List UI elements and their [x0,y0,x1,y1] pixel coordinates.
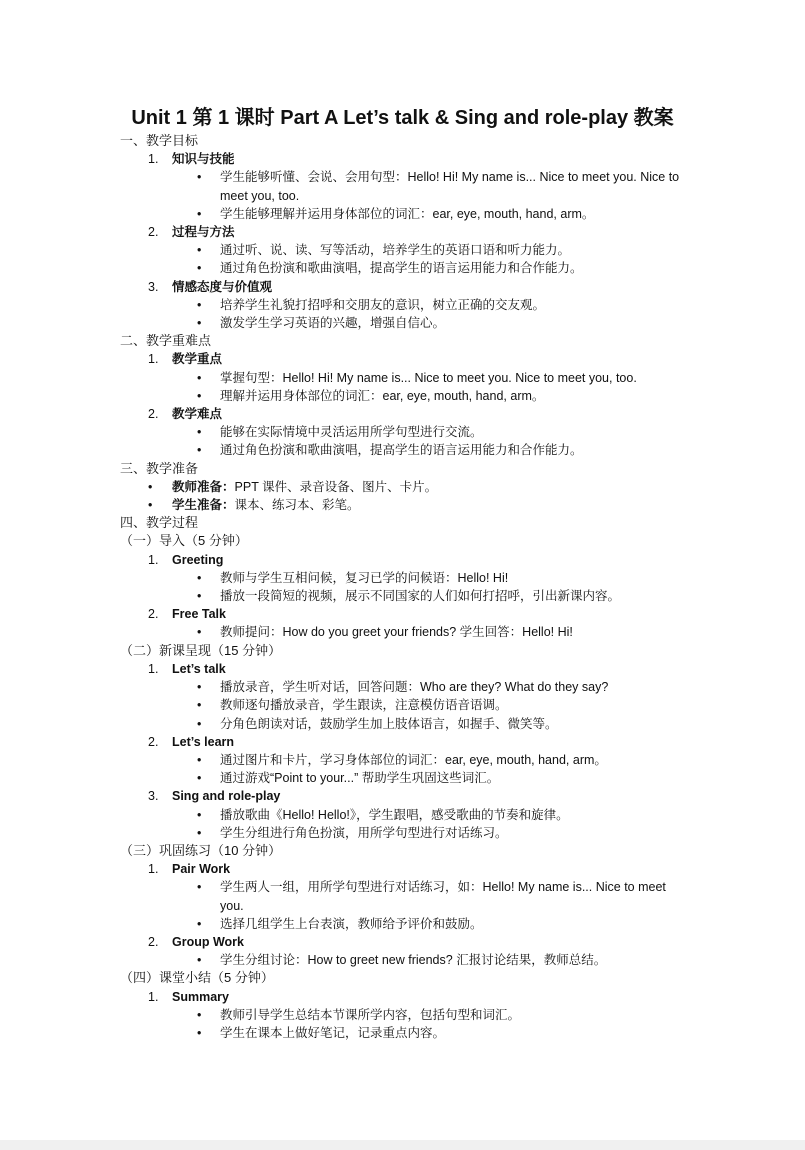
bullet-icon: • [197,880,202,895]
page-gap [0,1140,805,1150]
bullet-icon: • [197,443,202,458]
list-item: • 分角色朗读对话，鼓励学生加上肢体语言，如握手、微笑等。 [120,715,720,733]
list-item: • 学生在课本上做好笔记，记录重点内容。 [120,1024,720,1042]
bullet-icon: • [197,752,202,767]
list-item: • 通过游戏“Point to your...” 帮助学生巩固这些词汇。 [120,769,720,787]
list-item: • 通过角色扮演和歌曲演唱，提高学生的语言运用能力和合作能力。 [120,441,720,459]
list-item: • 学生分组进行角色扮演，用所学句型进行对话练习。 [120,824,720,842]
list-item: • 学生能够听懂、会说、会用句型：Hello! Hi! My name is... Nice to meet you. Nice to meet you, too. [120,168,720,204]
subsection-label: Let’s learn [172,734,235,749]
list-item: • 播放歌曲《Hello! Hello!》，学生跟唱，感受歌曲的节奏和旋律。 [120,806,720,824]
subsection-heading [120,787,720,805]
list-item: • 掌握句型：Hello! Hi! My name is... Nice to meet you. Nice to meet you, too. [120,369,720,387]
list-number: 2. [148,734,159,749]
document-title: Unit 1 第 1 课时 Part A Let’s talk & Sing and role-play 教案 [131,107,674,129]
list-number: 1. [148,862,159,877]
subsection-label: 教学重点 [172,352,223,367]
phase-heading: （一）导入（5 分钟） [120,533,248,549]
phase-heading: （二）新课呈现（15 分钟） [120,642,282,658]
bullet-icon: • [197,680,202,695]
subsection-label: Summary [172,989,229,1004]
bullet-icon: • [197,570,202,585]
subsection-heading [120,660,720,678]
section-heading: 二、教学重难点 [120,333,212,349]
bullet-icon: • [197,716,202,731]
subsection-label: Pair Work [172,862,231,877]
subsection-label: Greeting [172,552,224,567]
section-heading: 三、教学准备 [120,460,199,476]
list-number: 1. [148,552,159,567]
subsection-label: 情感态度与价值观 [172,279,273,294]
bullet-icon: • [197,953,202,968]
bullet-icon: • [148,498,153,513]
list-item: • 播放录音，学生听对话，回答问题：Who are they? What do they say? [120,678,720,696]
subsection-heading [120,551,720,569]
phase-heading: （三）巩固练习（10 分钟） [120,842,282,858]
subsection-heading [120,605,720,623]
list-number: 1. [148,352,159,367]
list-item: • 学生两人一组，用所学句型进行对话练习，如：Hello! My name is... Nice to meet you. [120,878,720,914]
list-item: • 通过听、说、读、写等活动，培养学生的英语口语和听力能力。 [120,241,720,259]
list-number: 1. [148,152,159,167]
list-number: 2. [148,607,159,622]
list-item: • 激发学生学习英语的兴趣，增强自信心。 [120,314,720,332]
subsection-heading [120,278,720,296]
list-number: 2. [148,407,159,422]
subsection-label: 教学难点 [172,407,223,422]
bullet-icon: • [197,261,202,276]
list-number: 3. [148,279,159,294]
bullet-icon: • [197,388,202,403]
item-label: 教师准备： [172,479,235,494]
subsection-heading [120,988,720,1006]
list-item: • 学生能够理解并运用身体部位的词汇：ear, eye, mouth, hand, arm。 [120,205,720,223]
subsection-label: Sing and role-play [172,789,281,804]
subsection-heading [120,733,720,751]
phase-heading: （四）课堂小结（5 分钟） [120,970,274,986]
section-heading: 四、教学过程 [120,515,199,531]
subsection-label: Group Work [172,934,244,949]
list-number: 1. [148,661,159,676]
subsection-heading [120,860,720,878]
list-number: 3. [148,789,159,804]
bullet-icon: • [197,243,202,258]
list-item: • 教师提问：How do you greet your friends? 学生回答：Hello! Hi! [120,623,720,641]
subsection-heading [120,223,720,241]
bullet-icon: • [197,1025,202,1040]
subsection-label: 过程与方法 [172,225,235,240]
bullet-icon: • [197,916,202,931]
bullet-icon: • [197,425,202,440]
subsection-heading [120,405,720,423]
list-item: • 教师引导学生总结本节课所学内容，包括句型和词汇。 [120,1006,720,1024]
list-item: • 播放一段简短的视频，展示不同国家的人们如何打招呼，引出新课内容。 [120,587,720,605]
list-item: • 理解并运用身体部位的词汇：ear, eye, mouth, hand, arm。 [120,387,720,405]
list-number: 1. [148,989,159,1004]
subsection-label: Free Talk [172,607,226,622]
list-item: • 教师逐句播放录音，学生跟读，注意模仿语音语调。 [120,696,720,714]
item-label: 学生准备： [172,498,235,513]
bullet-icon: • [148,479,153,494]
bullet-icon: • [197,206,202,221]
list-item: • 通过角色扮演和歌曲演唱，提高学生的语言运用能力和合作能力。 [120,259,720,277]
list-item: • 选择几组学生上台表演，教师给予评价和鼓励。 [120,915,720,933]
bullet-icon: • [197,297,202,312]
bullet-icon: • [197,807,202,822]
bullet-icon: • [197,625,202,640]
subsection-label: Let’s talk [172,661,226,676]
list-item: • 教师准备：PPT 课件、录音设备、图片、卡片。 [120,478,720,496]
list-item: • 教师与学生互相问候，复习已学的问候语：Hello! Hi! [120,569,720,587]
section-heading: 一、教学目标 [120,133,199,148]
list-item: • 学生分组讨论：How to greet new friends? 汇报讨论结果，教师总结。 [120,951,720,969]
bullet-icon: • [197,698,202,713]
subsection-label: 知识与技能 [172,152,235,167]
list-item: • 培养学生礼貌打招呼和交朋友的意识，树立正确的交友观。 [120,296,720,314]
bullet-icon: • [197,1007,202,1022]
list-item: • 能够在实际情境中灵活运用所学句型进行交流。 [120,423,720,441]
subsection-heading [120,350,720,368]
bullet-icon: • [197,771,202,786]
list-number: 2. [148,934,159,949]
subsection-heading [120,150,720,168]
list-item: • 学生准备：课本、练习本、彩笔。 [120,496,720,514]
subsection-heading [120,933,720,951]
bullet-icon: • [197,316,202,331]
list-number: 2. [148,225,159,240]
bullet-icon: • [197,589,202,604]
list-item: • 通过图片和卡片，学习身体部位的词汇：ear, eye, mouth, hand, arm。 [120,751,720,769]
bullet-icon: • [197,825,202,840]
bullet-icon: • [197,370,202,385]
document-body [120,132,720,1042]
bullet-icon: • [197,170,202,185]
